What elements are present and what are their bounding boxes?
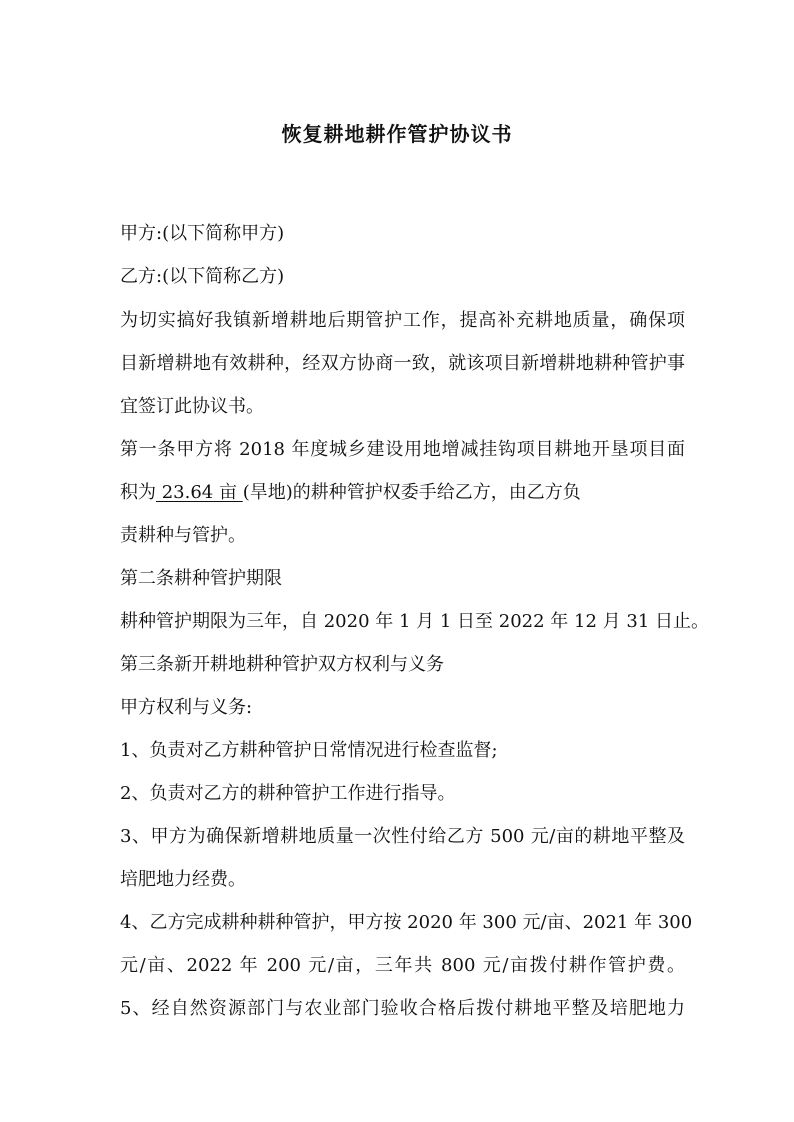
article3-heading: 第三条新开耕地耕种管护双方权利与义务 — [120, 654, 444, 675]
duty-item-4-line-2: 元/亩、2022 年 200 元/亩，三年共 800 元/亩拨付耕作管护费。 — [120, 955, 685, 976]
document-title: 恢复耕地耕作管护协议书 — [281, 122, 513, 146]
duty-item-4-line-1: 4、乙方完成耕种耕种管护，甲方按 2020 年 300 元/亩、2021 年 300 — [120, 912, 693, 933]
duty-item-1: 1、负责对乙方耕种管护日常情况进行检查监督; — [120, 740, 498, 761]
area-value: 23.64 亩 — [156, 482, 243, 503]
duty-item-3-line-2: 培肥地力经费。 — [120, 869, 246, 890]
party-a-line: 甲方:(以下简称甲方) — [120, 223, 285, 244]
party-b-line: 乙方:(以下简称乙方) — [120, 266, 285, 287]
intro-line-2: 目新增耕地有效耕种，经双方协商一致，就该项目新增耕地耕种管护事 — [120, 353, 685, 374]
article1-line-1: 第一条甲方将 2018 年度城乡建设用地增减挂钩项目耕地开垦项目面 — [120, 439, 685, 460]
duty-item-2: 2、负责对乙方的耕种管护工作进行指导。 — [120, 783, 456, 804]
article1-suffix: (旱地)的耕种管护权委手给乙方，由乙方负 — [242, 482, 581, 503]
duty-item-3-line-1: 3、甲方为确保新增耕地质量一次性付给乙方 500 元/亩的耕地平整及 — [120, 826, 685, 847]
article1-line-3: 责耕种与管护。 — [120, 525, 246, 546]
article2-text: 耕种管护期限为三年，自 2020 年 1 月 1 日至 2022 年 12 月 31 日止。 — [120, 611, 709, 632]
intro-line-3: 宜签订此协议书。 — [120, 396, 264, 417]
party-a-duties-heading: 甲方权利与义务: — [120, 697, 253, 718]
article1-prefix: 积为 — [120, 482, 156, 503]
article2-heading: 第二条耕种管护期限 — [120, 568, 282, 589]
intro-line-1: 为切实搞好我镇新增耕地后期管护工作，提高补充耕地质量，确保项 — [120, 310, 685, 331]
duty-item-5-line-1: 5、经自然资源部门与农业部门验收合格后拨付耕地平整及培肥地力 — [120, 998, 685, 1019]
article1-line-2 — [120, 481, 685, 505]
